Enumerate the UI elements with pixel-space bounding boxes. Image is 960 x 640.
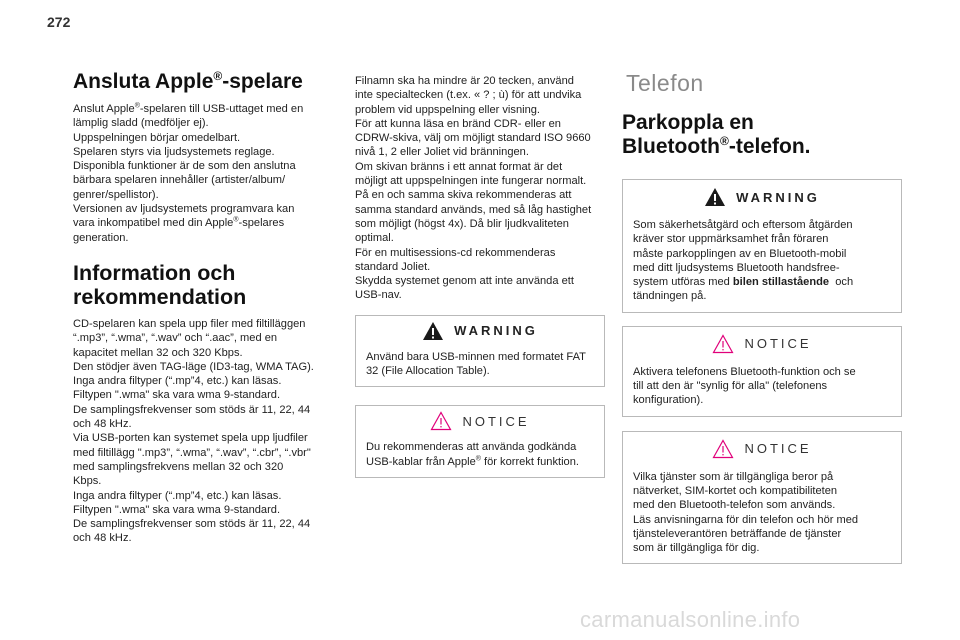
notice-box-services <box>622 431 902 565</box>
heading-information: Information och rekommendation <box>73 260 247 309</box>
apple-player-paragraph: Anslut Apple®-spelaren till USB-uttaget med en lämplig sladd (medföljer ej). Uppspelningen börjar omedelbart. Spelaren styrs via ljudsystemets reglage. Disponibla funktioner är de som den anslutna bärbara spelaren innehåller (artister/album/ genrer/spellistor). Versionen av ljudsystemets programvara kan vara inkompatibel med din Apple®-spelares generation. <box>73 102 304 244</box>
heading-pair-bluetooth: Parkoppla en Bluetooth®-telefon. <box>622 111 811 158</box>
file-recommendation-paragraph: Filnamn ska ha mindre är 20 tecken, använd inte specialtecken (t.ex. « ? ; ù) för att undvika problem vid uppspelning eller visning. För att kunna läsa en bränd CDR- eller en CDRW-skiva, välj om möjligt standard ISO 9660 nivå 1, 2 eller Joliet vid bränningen. Om skivan bränns i ett annat format är det möjligt att uppspelningen inte fungerar normalt. På en och samma skiva rekommenderas att samma standard används, med så låg hastighet som möjligt (högst 4x). Då blir ljudkvaliteten optimal. För en multisessions-cd rekommenderas standard Joliet. Skydda systemet genom att inte använda ett USB-nav. <box>355 75 592 302</box>
warning-title: WARNING <box>736 189 820 205</box>
warning-box-pairing <box>622 179 902 313</box>
warning-text: Som säkerhetsåtgärd och eftersom åtgärden kräver stor uppmärksamhet från föraren måste parkopplingen av en Bluetooth-mobil med ditt ljudsystems Bluetooth handsfree- system utföras med bilen stillastående och tändningen på. <box>633 219 854 303</box>
warning-title: WARNING <box>454 323 538 339</box>
notice-text: Vilka tjänster som är tillgängliga beror på nätverket, SIM-kortet och kompatibiliteten med den Bluetooth-telefon som används. Läs anvisningarna för din telefon och hör med tjänsteleverantören beträffande de tjänster som är tillgängliga för dig. <box>633 470 859 555</box>
notice-box-usb-cables <box>355 405 605 478</box>
warning-icon <box>704 187 726 207</box>
notice-icon <box>712 334 734 354</box>
page-number: 272 <box>47 14 71 30</box>
notice-title: NOTICE <box>744 336 812 352</box>
information-paragraph: CD-spelaren kan spela upp filer med filtilläggen “.mp3”, “.wma”, “.wav” och “.aac”, med en kapacitet mellan 32 och 320 Kbps. Den stödjer även TAG-läge (ID3-tag, WMA TAG). Inga andra filtyper (“.mp”4, etc.) kan läsas. Filtypen ".wma" ska vara wma 9-standard. De samplingsfrekvenser som stöds är 11, 22, 44 och 48 kHz. Via USB-porten kan systemet spela upp ljudfiler med filtillägg ".mp3”, “.wma”, “.wav”, “.cbr”, “.vbr" med samplingsfrekvens mellan 32 och 320 Kbps. Inga andra filtyper (“.mp”4, etc.) kan läsas. Filtypen ".wma" ska vara wma 9-standard. De samplingsfrekvenser som stöds är 11, 22, 44 och 48 kHz. <box>73 317 314 545</box>
column-1 <box>73 70 343 562</box>
column-2 <box>355 74 605 478</box>
notice-icon <box>712 439 734 459</box>
warning-icon <box>422 321 444 341</box>
notice-title: NOTICE <box>744 441 812 457</box>
notice-text: Aktivera telefonens Bluetooth-funktion och se till att den är "synlig för alla" (telefonens konfiguration). <box>633 365 856 407</box>
section-title-telefon: Telefon <box>626 70 704 96</box>
notice-box-bluetooth-visible <box>622 326 902 417</box>
watermark: carmanualsonline.info <box>580 607 801 632</box>
warning-text: Använd bara USB-minnen med formatet FAT 32 (File Allocation Table). <box>366 350 586 378</box>
notice-icon <box>430 411 452 431</box>
notice-text: Du rekommenderas att använda godkända USB-kablar från Apple® för korrekt funktion. <box>366 441 579 468</box>
warning-box-usb <box>355 315 605 388</box>
column-3 <box>622 70 902 564</box>
notice-title: NOTICE <box>462 413 530 429</box>
heading-apple-player: Ansluta Apple®-spelare <box>73 69 303 93</box>
